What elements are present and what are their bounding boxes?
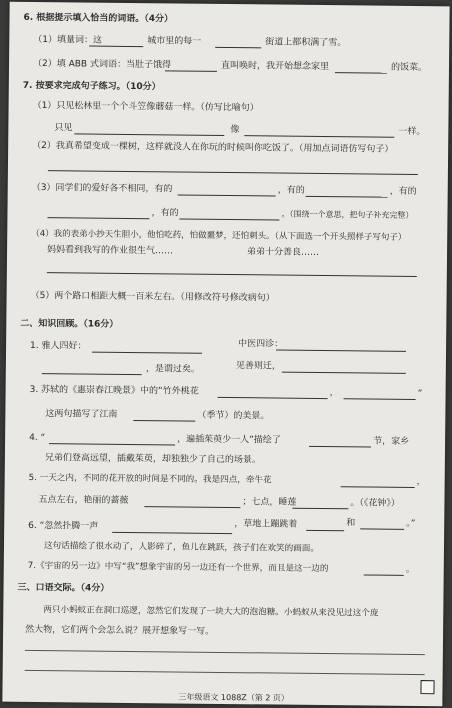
q7-s3-c: ，有的 [389, 186, 417, 197]
answer-line[interactable] [48, 170, 418, 175]
k6-e: 这句话描绘了很水动了，人影碎了，鱼儿在跳跃，孩子们在欢笑的画面。 [43, 541, 320, 554]
k7-end: 。 [405, 564, 415, 575]
answer-line[interactable] [47, 272, 417, 277]
blank[interactable] [360, 528, 404, 529]
blank[interactable] [49, 443, 175, 445]
sec3-p1: 两只小蚂蚁正在洞口巡逻，忽然它们发现了一块大大的泡泡糖。小蚂蚁从来没见过这个庞 [43, 605, 379, 619]
k1-d: 见善则迁， [235, 361, 281, 372]
blank[interactable] [306, 530, 344, 531]
k3: 3. 苏轼的《惠崇春江晚景》中的“竹外桃花 [29, 384, 199, 397]
q6-line1-b: 城市里的每一 [147, 36, 202, 47]
blank[interactable] [179, 219, 279, 221]
k3-end: ” [417, 389, 423, 400]
writing-line[interactable] [25, 670, 425, 675]
blank[interactable] [276, 350, 406, 352]
q6-line1-c: 街道上都积满了雪。 [265, 37, 347, 49]
q7-s3-d: ，有的 [151, 208, 179, 219]
blank[interactable] [92, 352, 202, 354]
blank[interactable] [344, 398, 416, 400]
q7-s4: （4）我的表弟小抄天生胆小，他怕吃药，怕做噩梦，还怕刺头。（从下面选一个开头照样子写句子） [31, 228, 407, 243]
k3-c: （季节）的美景。 [197, 410, 270, 422]
q7-s1-b: 像 [230, 125, 240, 136]
blank[interactable] [112, 532, 232, 534]
q6-line2-b: 直叫唤时，我开始想念家里 [220, 60, 330, 73]
blank[interactable] [178, 194, 276, 196]
writing-line[interactable] [25, 650, 425, 655]
q7-s5: （5）两个路口相距大概一百米左右。（用修改符号修改病句） [30, 290, 275, 304]
blank[interactable] [218, 397, 328, 399]
blank[interactable] [215, 47, 261, 48]
q7-s1: （1）只见松林里一个个斗笠像蘑菇一样。（仿写比喻句） [32, 100, 259, 114]
blank[interactable] [306, 196, 388, 198]
page-footer: 三年级语文 1088Z（第 2 页） [178, 692, 290, 703]
blank[interactable] [144, 506, 240, 508]
k4-d: 兄弟们登高远望，插戴茱萸，却独独少了自己的场景。 [44, 453, 261, 466]
answer-line[interactable] [244, 135, 394, 138]
exam-page [2, 2, 449, 707]
q6-line1-a: （1）填量词：这 [33, 34, 103, 46]
blank[interactable] [133, 420, 195, 422]
k6-c: 和 [346, 518, 356, 529]
k4-c: 节，家乡 [373, 436, 410, 447]
blank[interactable] [341, 486, 415, 488]
blank[interactable] [165, 70, 217, 72]
k5-e: 。（《花钟》） [350, 498, 401, 509]
blank[interactable] [292, 508, 348, 510]
k6-b: ，草地上蹦跳着 [234, 519, 298, 530]
k5-d: ；七点，睡莲 [242, 497, 297, 508]
k3-b: 这两句描写了江南 [45, 409, 118, 420]
blank[interactable] [47, 217, 149, 219]
k1-a: 1. 雅人四好： [30, 340, 87, 352]
k5-c: 五点左右，艳丽的蔷薇 [38, 495, 129, 506]
blank[interactable] [89, 46, 143, 48]
blank[interactable] [42, 373, 142, 375]
k3-comma: ， [329, 388, 339, 399]
q7-s3: （3）同学们的爱好各不相同，有的 [31, 182, 173, 195]
blank[interactable] [309, 446, 371, 448]
q6-title: 6. 根据提示填入恰当的词语。（4分） [23, 12, 174, 25]
q7-s2: （2）我真希望变成一棵树，这样就没人在你玩的时候叫你吃饭了。（用加点词语仿写句子） [32, 140, 394, 155]
q7-title: 7. 按要求完成句子练习。（10分） [22, 80, 161, 93]
q7-s1-a: 只见 [54, 123, 73, 134]
k7: 7.《宇宙的另一边》中写“我”想象宇宙的另一边还有一个世界，而且是这一边的 [27, 560, 329, 575]
sec3-title: 三、口语交际。（4分） [17, 582, 110, 594]
k4-a: 4. “ [29, 432, 46, 444]
k5-b: ， [416, 477, 426, 488]
sec3-p2: 然大物，它们两个会怎么说？展开想象写一写。 [25, 624, 215, 637]
q7-s1-c: 一样。 [398, 126, 426, 138]
blank[interactable] [364, 574, 404, 575]
k6-d: 。” [406, 518, 416, 529]
q6-line2-c: 的饭菜。 [390, 62, 428, 74]
sec2-title: 二、知识回顾。（16分） [20, 318, 119, 330]
q7-s3-b: ，有的 [277, 185, 305, 196]
q6-line2-a: （2）填 ABB 式词语：当肚子饿得 [32, 58, 172, 71]
q7-s3-e: 。（围绕一个意思，把句子补充完整） [281, 209, 414, 220]
k5: 5. 一天之内，不同的花开放的时间是不同的。我是四点，牵牛花 [28, 472, 272, 486]
answer-line[interactable] [74, 133, 224, 136]
blank[interactable] [335, 72, 387, 74]
blank[interactable] [282, 372, 406, 374]
q7-s4-b: 弟弟十分善良…… [247, 247, 320, 258]
k4-b: ，遍插茱萸少一人”描绘了 [177, 434, 281, 446]
k6-a: 6. “忽然扑腾一声 [28, 520, 99, 532]
k1-b: 中医四诊： [238, 339, 284, 350]
score-box [420, 680, 434, 694]
k1-c: ，是谓过矣。 [145, 364, 200, 375]
q7-s4-a: 妈妈看到我写的作业很生气…… [47, 245, 174, 257]
